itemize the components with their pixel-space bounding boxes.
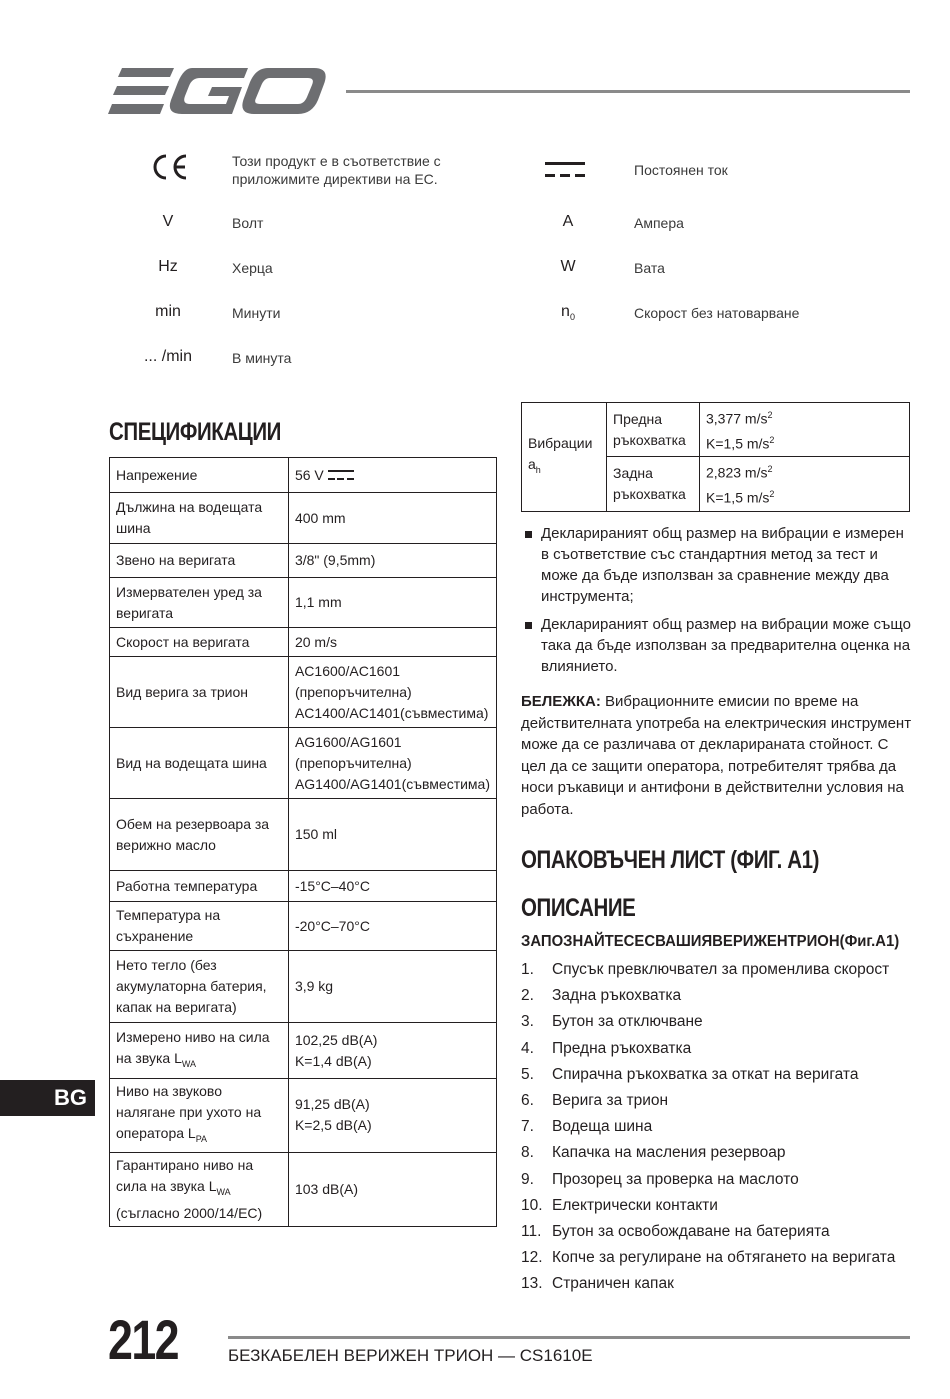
spec-key: Звено на веригата [110,544,289,578]
spec-value: 56 V [288,458,496,493]
vibration-key: Предна ръкохватка [607,403,700,457]
language-tab: BG [0,1080,95,1116]
no-load-speed-symbol: $n_0$ [561,303,575,323]
list-item: 2. Задна ръкохватка [521,987,682,1005]
vibration-label: Вибрации $a_h$ [522,403,607,512]
list-item: 4. Предна ръкохватка [521,1039,692,1057]
list-item: 9. Прозорец за проверка на маслото [521,1170,799,1188]
table-row [110,458,497,493]
watt-symbol: W [560,258,576,275]
volt-symbol: V [162,213,174,230]
vibration-table [521,402,910,512]
list-item: 11. Бутон за освобождаване на батерията [521,1222,830,1240]
list-item: 1. Спусък превключвател за променлива скорост [521,961,890,978]
spec-key: Измервателен уред за веригата [110,578,289,628]
header-rule [346,90,910,93]
table-row [110,1152,497,1226]
table-row [110,871,497,902]
specifications-table [109,457,497,1227]
footer-rule [228,1336,910,1339]
spec-value: 1,1 mm [288,578,496,628]
spec-key: Работна температура [110,871,289,902]
list-item: 7. Водеща шина [521,1118,653,1136]
parts-list [521,958,913,1298]
spec-key: Напрежение [110,458,289,493]
table-row [110,1079,497,1153]
spec-key: Вид на водещата шина [110,728,289,799]
per-minute-desc: В минута [232,350,292,366]
spec-value: 102,25 dB(A) K=1,4 dB(A) [288,1023,496,1079]
ampere-desc: Ампера [634,215,684,231]
footer-title: БЕЗКАБЕЛЕН ВЕРИЖЕН ТРИОН — CS1610E [228,1346,593,1365]
spec-value: -20°C–70°C [288,902,496,951]
spec-key: Измерено ниво на сила на звука $L_{WA}$ [110,1023,289,1079]
page-number: 212 [108,1308,178,1371]
spec-key: Обем на резервоара за верижно масло [110,799,289,871]
table-row [110,544,497,578]
spec-value: AC1600/AC1601 (препоръчителна) AC1400/AC1401(съвместима) [288,657,496,728]
list-item: 13. Страничен капак [521,1275,674,1293]
hertz-symbol: Hz [158,258,178,275]
vibration-value: 2,823 $m/s^2$ K=1,5 $m/s^2$ [700,457,910,511]
direct-current-icon [328,470,354,481]
direct-current-icon [545,162,585,178]
spec-value: -15°C–40°C [288,871,496,902]
table-row [110,799,497,871]
spec-key: Вид верига за трион [110,657,289,728]
spec-value: 103 dB(A) [288,1152,496,1226]
list-item: Декларираният общ размер на вибрации е измерен в съответствие със стандартния метод за тест и може да бъде използван за сравнение между два инструмента; [521,523,913,607]
spec-value: 3,9 kg [288,951,496,1023]
list-item: Декларираният общ размер на вибрации може също така да бъде използван за предварителна оценка на влиянието. [521,614,913,677]
vibration-notes [521,523,913,684]
ce-mark-icon [150,154,188,180]
dc-desc: Постоянен ток [634,162,728,178]
minutes-desc: Минути [232,305,281,321]
know-your-saw-title: ЗАПОЗНАЙТЕСЕСВАШИЯВЕРИЖЕНТРИОН(Фиг.A1) [521,933,900,950]
spec-value: 3/8" (9,5mm) [288,544,496,578]
per-minute-symbol: ... /min [143,348,192,365]
spec-value: AG1600/AG1601 (препоръчителна) AG1400/AG1401(съвместима) [288,728,496,799]
spec-key: Гарантирано ниво на сила на звука $L_{WA}$ (съгласно 2000/14/EC) [110,1152,289,1226]
note-label: БЕЛЕЖКА: [521,693,601,710]
minutes-symbol: min [155,303,181,320]
spec-value: 20 m/s [288,628,496,657]
list-item: 3. Бутон за отключване [521,1013,703,1031]
note-paragraph: БЕЛЕЖКА: Вибрационните емисии по време на действителната употреба на електрическия инструмент може да се различава от декларираната стойност. С цел да се защити оператора, потребителят трябва да носи ръкавици и антифони в действителни условия на работа. [521,693,912,818]
vibration-key: Задна ръкохватка [607,457,700,511]
spec-key: Дължина на водещата шина [110,493,289,544]
table-row [110,951,497,1023]
ego-logo [108,66,326,116]
spec-key: Скорост на веригата [110,628,289,657]
list-item: 6. Верига за трион [521,1091,669,1109]
no-load-speed-desc: Скорост без натоварване [634,305,800,321]
spec-value: 400 mm [288,493,496,544]
ce-desc: Този продукт е в съответствие с приложимите директиви на ЕС. [232,153,441,187]
packing-list-title: ОПАКОВЪЧЕН ЛИСТ (ФИГ. A1) [521,846,820,874]
spec-key: Температура на съхранение [110,902,289,951]
table-row [110,728,497,799]
specifications-title: СПЕЦИФИКАЦИИ [109,418,281,446]
watt-desc: Вата [634,260,665,276]
spec-key: Нето тегло (без акумулаторна батерия, капак на веригата) [110,951,289,1023]
table-row [522,403,910,457]
ampere-symbol: A [562,213,574,230]
list-item: 5. Спирачна ръкохватка за откат на веригата [521,1065,859,1083]
vibration-value: 3,377 $m/s^2$ K=1,5 $m/s^2$ [700,403,910,457]
spec-key: Ниво на звуково налягане при ухото на оператора $L_{PA}$ [110,1079,289,1153]
table-row [110,493,497,544]
description-title: ОПИСАНИЕ [521,894,636,922]
spec-value: 91,25 dB(A) K=2,5 dB(A) [288,1079,496,1153]
table-row [110,1023,497,1079]
list-item: 12. Копче за регулиране на обтягането на веригата [521,1249,896,1267]
list-item: 10. Електрически контакти [521,1196,718,1214]
hertz-desc: Херца [232,260,273,276]
spec-value: 150 ml [288,799,496,871]
list-item: 8. Капачка на масления резервоар [521,1144,786,1162]
volt-desc: Волт [232,215,264,231]
table-row [110,902,497,951]
table-row [110,578,497,628]
table-row [110,657,497,728]
table-row [110,628,497,657]
